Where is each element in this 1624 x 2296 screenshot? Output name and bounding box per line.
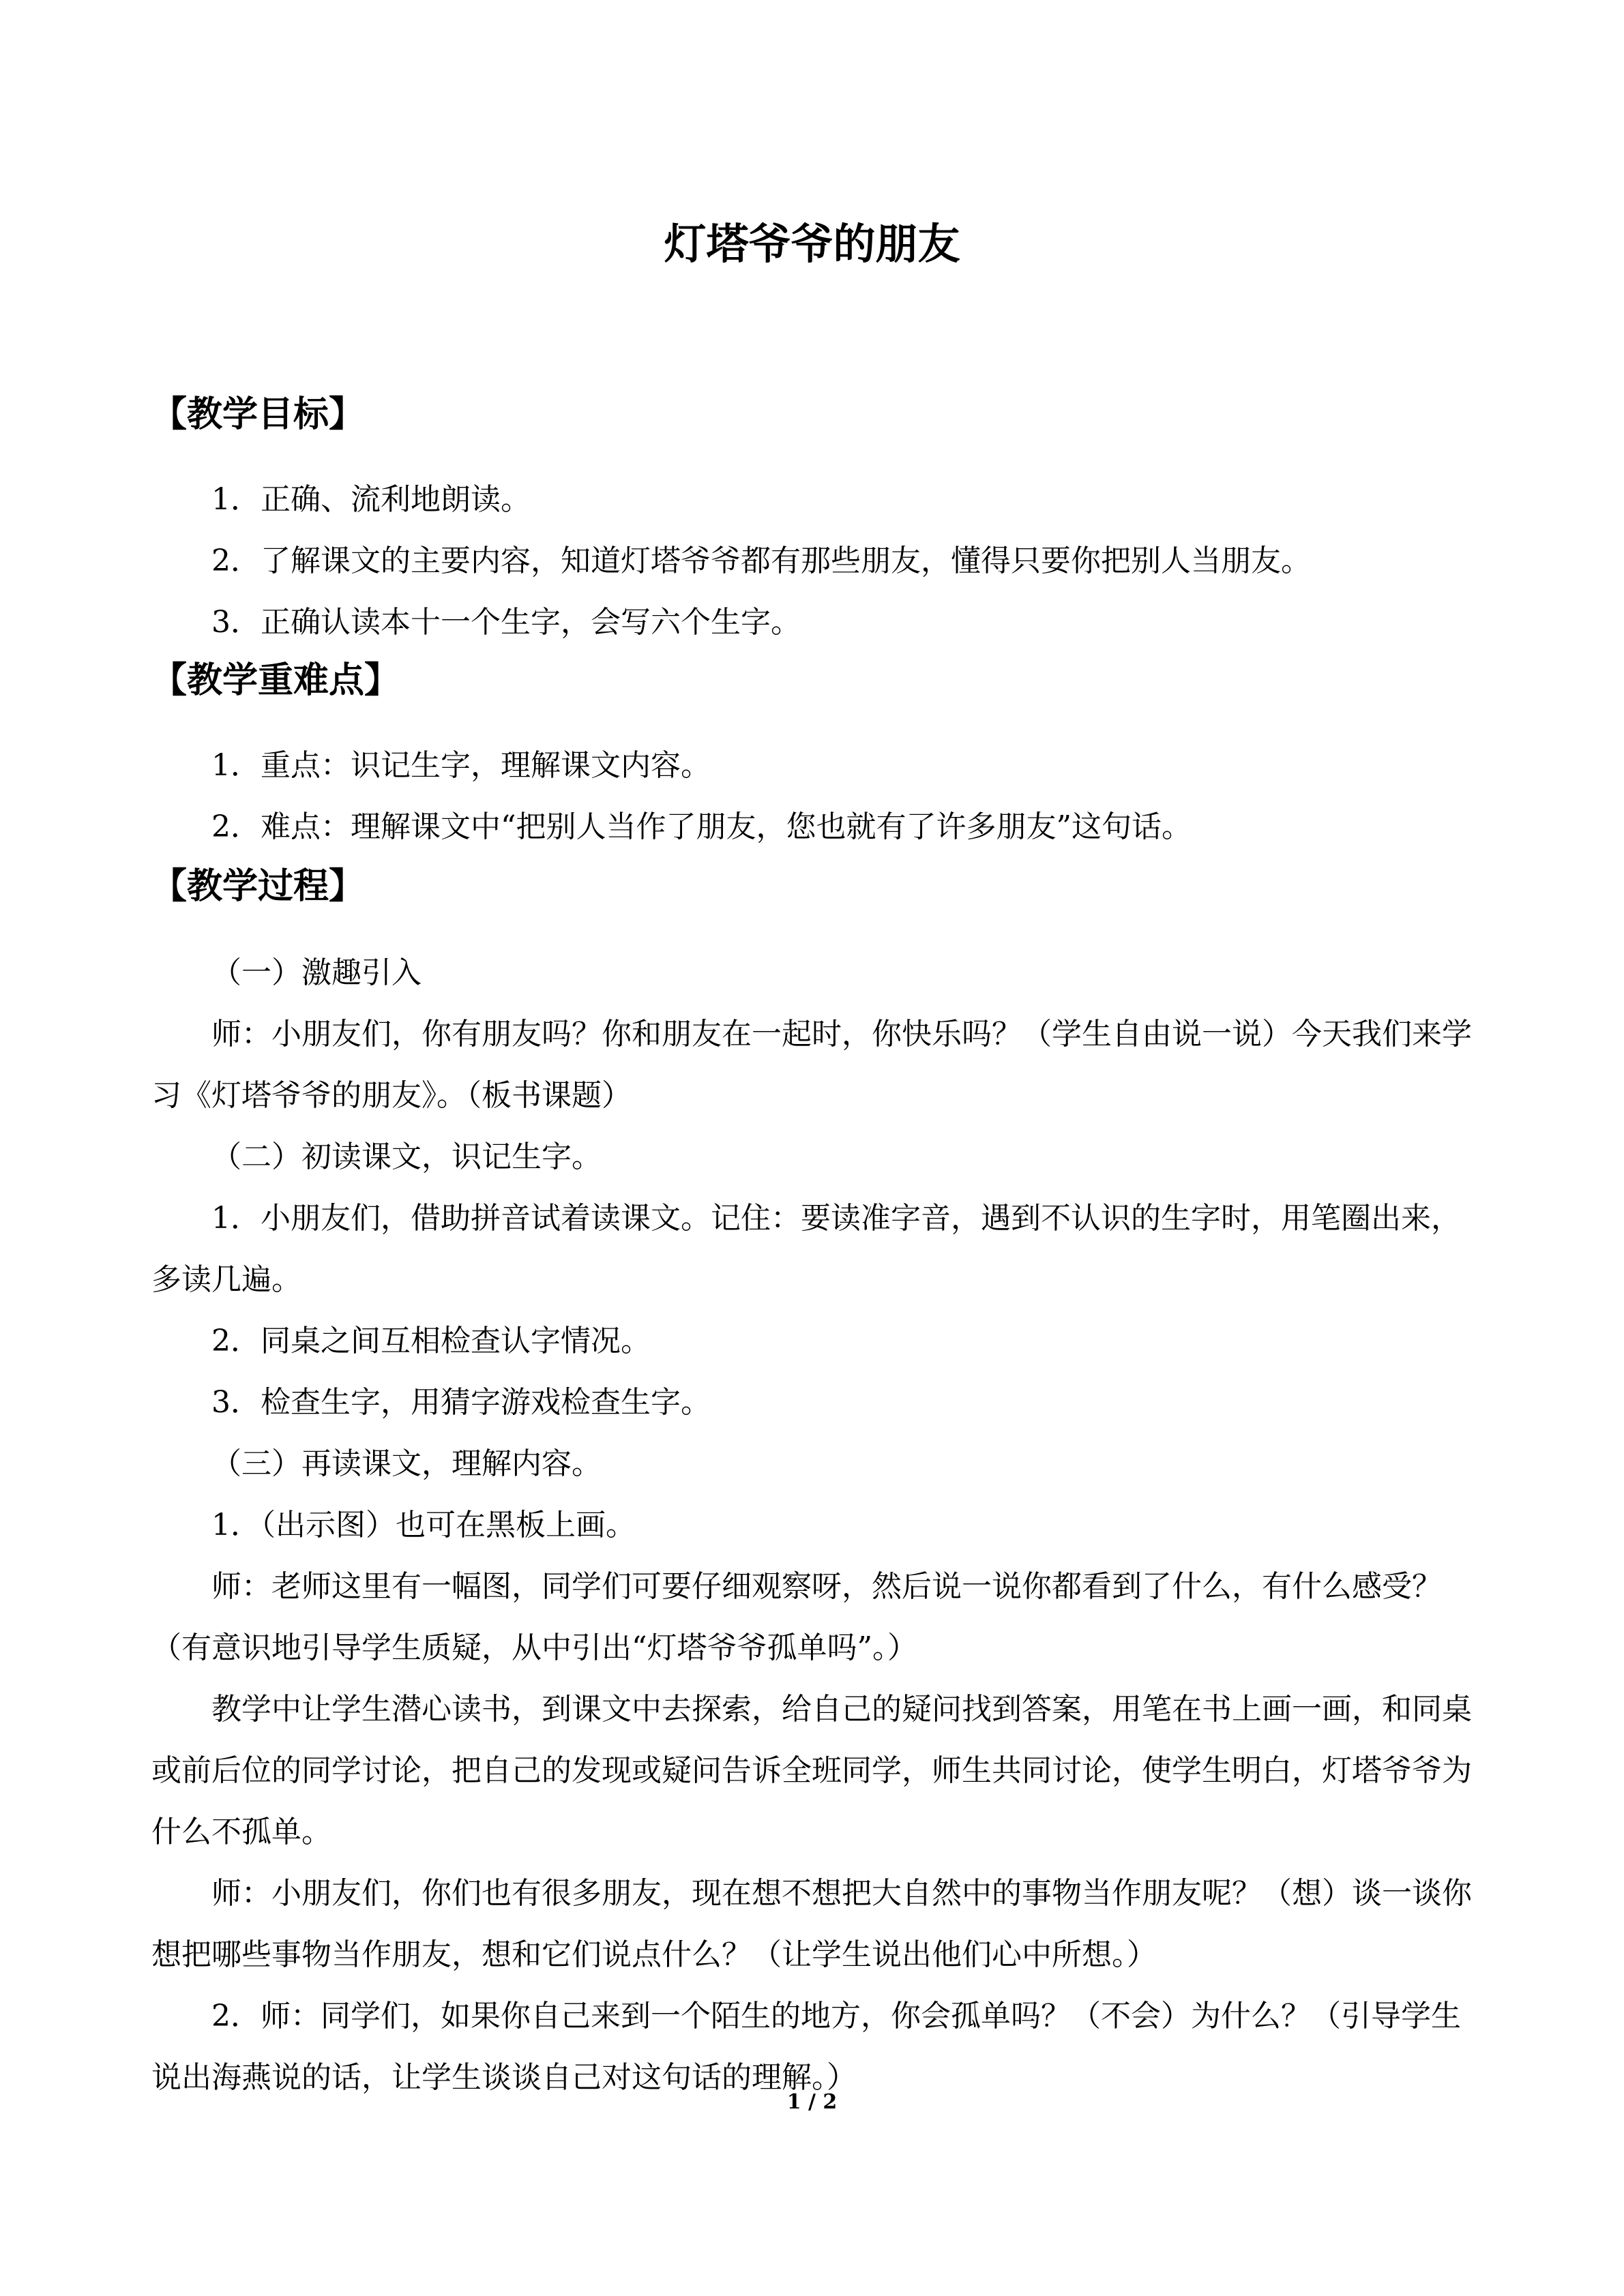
process-paragraph: 师：老师这里有一幅图，同学们可要仔细观察呀，然后说一说你都看到了什么，有什么感受？（有意识地引导学生质疑，从中引出“灯塔爷爷孤单吗”。） bbox=[151, 1569, 1442, 1665]
goal-item: 1．正确、流利地朗读。 bbox=[211, 482, 531, 517]
goal-item: 3．正确认读本十一个生字，会写六个生字。 bbox=[211, 605, 801, 640]
section-heading-goals: 【教学目标】 bbox=[151, 394, 365, 435]
process-paragraph: （一）激趣引入 bbox=[211, 955, 422, 990]
goal-item: 2．了解课文的主要内容，知道灯塔爷爷都有那些朋友，懂得只要你把别人当朋友。 bbox=[211, 543, 1311, 578]
section-heading-process: 【教学过程】 bbox=[151, 866, 365, 907]
process-paragraph: （三）再读课文，理解内容。 bbox=[211, 1446, 602, 1481]
process-paragraph: 2．师：同学们，如果你自己来到一个陌生的地方，你会孤单吗？（不会）为什么？（引导学生说出海燕说的话，让学生谈谈自己对这句话的理解。） bbox=[151, 1999, 1461, 2095]
process-paragraph: 1．小朋友们，借助拼音试着读课文。记住：要读准字音，遇到不认识的生字时，用笔圈出来，多读几遍。 bbox=[151, 1201, 1461, 1297]
process-paragraph: 3．检查生字，用猜字游戏检查生字。 bbox=[211, 1385, 711, 1420]
process-paragraph: （二）初读课文，识记生字。 bbox=[211, 1139, 602, 1174]
keypoint-item: 2．难点：理解课文中“把别人当作了朋友，您也就有了许多朋友”这句话。 bbox=[211, 809, 1192, 844]
page-number: 1 / 2 bbox=[786, 2090, 838, 2114]
document-title: 灯塔爷爷的朋友 bbox=[664, 219, 960, 269]
section-heading-keypoints: 【教学重难点】 bbox=[151, 660, 400, 701]
process-paragraph: 2．同桌之间互相检查认字情况。 bbox=[211, 1324, 651, 1358]
process-paragraph: 1．（出示图）也可在黑板上画。 bbox=[211, 1508, 636, 1542]
process-paragraph: 师：小朋友们，你们也有很多朋友，现在想不想把大自然中的事物当作朋友呢？（想）谈一谈你想把哪些事物当作朋友，想和它们说点什么？（让学生说出他们心中所想。） bbox=[151, 1876, 1472, 1972]
process-paragraph: 教学中让学生潜心读书，到课文中去探索，给自己的疑问找到答案，用笔在书上画一画，和同桌或前后位的同学讨论，把自己的发现或疑问告诉全班同学，师生共同讨论，使学生明白，灯塔爷爷为什么不孤单。 bbox=[151, 1692, 1472, 1849]
process-paragraph: 师：小朋友们，你有朋友吗？你和朋友在一起时，你快乐吗？（学生自由说一说）今天我们来学习《灯塔爷爷的朋友》。（板书课题） bbox=[151, 1017, 1472, 1113]
keypoint-item: 1．重点：识记生字，理解课文内容。 bbox=[211, 748, 711, 783]
